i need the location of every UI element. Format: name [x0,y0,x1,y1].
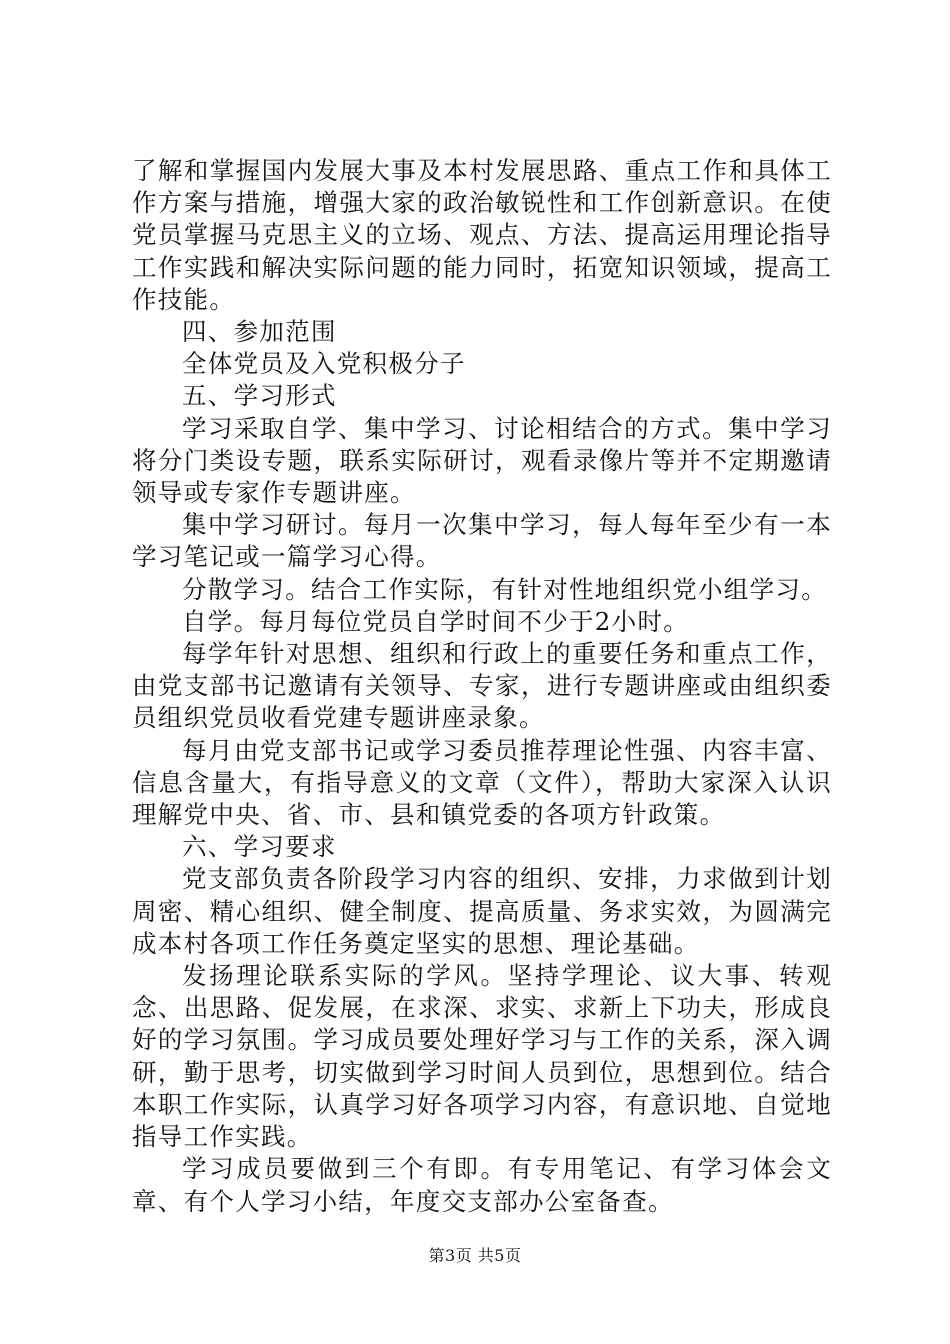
paragraph-group-study: 集中学习研讨。每月一次集中学习，每人每年至少有一本学习笔记或一篇学习心得。 [132,510,832,572]
paragraph-self-study: 自学。每月每位党员自学时间不少于2小时。 [182,606,690,636]
paragraph-study-style: 发扬理论联系实际的学风。坚持学理论、议大事、转观念、出思路、促发展，在求深、求实、求新上下功夫，形成良好的学习氛围。学习成员要处理好学习与工作的关系，深入调研，勤于思考，切实做到学习时间人员到位，思想到位。结合本职工作实际，认真学习好各项学习内容，有意识地、自觉地指导工作实践。 [132,961,832,1152]
section-heading-scope: 四、参加范围 [182,317,337,347]
paragraph-three-haves: 学习成员要做到三个有即。有专用笔记、有学习体会文章、有个人学习小结，年度交支部办公室备查。 [132,1154,832,1216]
paragraph-scope: 全体党员及入党积极分子 [182,349,466,379]
page-number-footer: 第3页 共5页 [428,1246,522,1265]
section-heading-requirements: 六、学习要求 [182,832,337,862]
section-heading-form: 五、学习形式 [182,381,337,411]
paragraph-lectures: 每学年针对思想、组织和行政上的重要任务和重点工作，由党支部书记邀请有关领导、专家，进行专题讲座或由组织委员组织党员收看党建专题讲座录象。 [132,639,832,733]
paragraph-scattered-study: 分散学习。结合工作实际，有针对性地组织党小组学习。 [182,574,827,604]
paragraph-continuation: 了解和掌握国内发展大事及本村发展思路、重点工作和具体工作方案与措施，增强大家的政治敏锐性和工作创新意识。在使党员掌握马克思主义的立场、观点、方法、提高运用理论指导工作实践和解决实际问题的能力同时，拓宽知识领域，提高工作技能。 [132,156,832,314]
document-body [132,155,832,1218]
paragraph-branch-responsibility: 党支部负责各阶段学习内容的组织、安排，力求做到计划周密、精心组织、健全制度、提高质量、务求实效，为圆满完成本村各项工作任务奠定坚实的思想、理论基础。 [132,864,832,958]
paragraph-recommended-articles: 每月由党支部书记或学习委员推荐理论性强、内容丰富、信息含量大，有指导意义的文章（文件），帮助大家深入认识理解党中央、省、市、县和镇党委的各项方针政策。 [132,735,832,830]
paragraph-form: 学习采取自学、集中学习、讨论相结合的方式。集中学习将分门类设专题，联系实际研讨，观看录像片等并不定期邀请领导或专家作专题讲座。 [132,413,832,508]
